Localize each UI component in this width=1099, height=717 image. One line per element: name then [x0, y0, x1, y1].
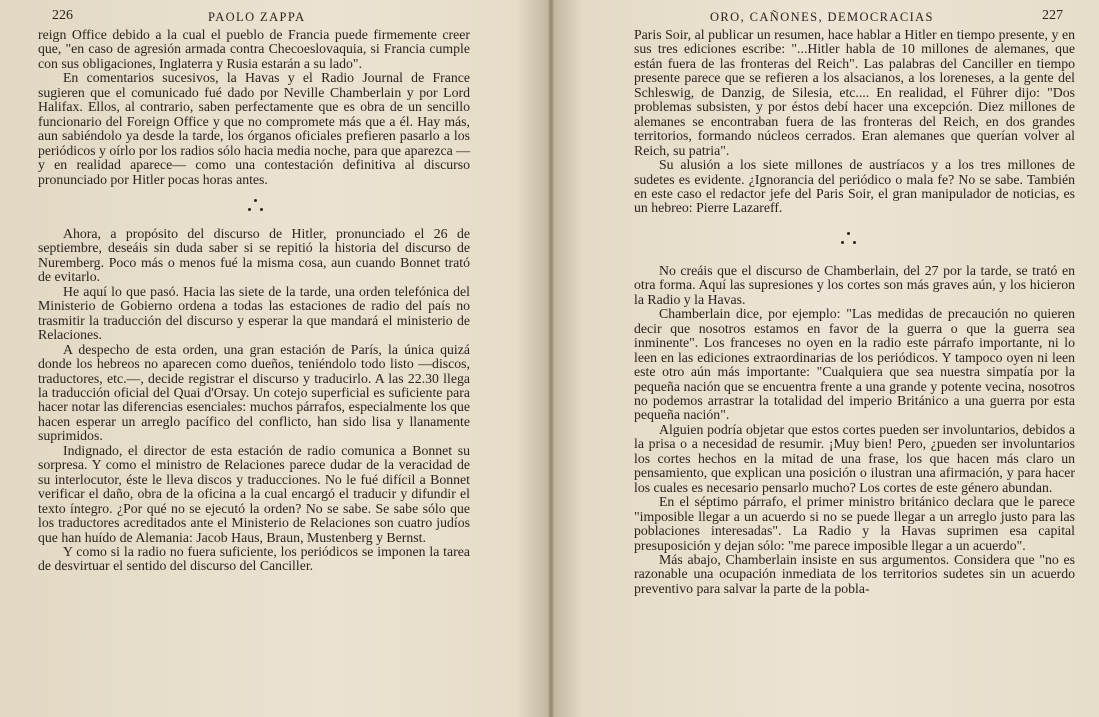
left-page	[0, 0, 548, 717]
right-paragraph: Alguien podría objetar que estos cortes pueden ser involuntarios, debidos a la prisa o a necesidad de resumir. ¡Muy bien! Pero, ¿pueden ser involuntarios los cortes hechos en la mitad de una frase, los que hacen más claro un pensamiento, que explican una posición o ilustran una afirmación, y para hacer los cuales es necesario pensarlo mucho? Los cortes de este género abundan.	[634, 421, 1075, 495]
left-paragraph: En comentarios sucesivos, la Havas y el Radio Journal de France sugieren que el comunicado fué dado por Neville Chamberlain y por Lord Halifax. Ellos, al contrario, saben perfectamente que es obra de un sencillo funcionario del Foreign Office y que no compromete más que a él. Hay más, aun sabiéndolo ya desde la tarde, los órganos oficiales prefieren pasarlo a los periódicos y oírlo por los radios sólo hacia media noche, para que aparezca —y en realidad aparece— como una contestación definitiva al discurso pronunciado por Hitler pocas horas antes.	[38, 70, 470, 187]
separator-dot	[248, 208, 251, 211]
section-separator	[38, 187, 470, 227]
right-page	[554, 0, 1099, 717]
separator-dot	[254, 199, 257, 202]
right-paragraph: Más abajo, Chamberlain insiste en sus argumentos. Considera que "no es razonable una ocupación inmediata de los territorios sudetes sin un acuerdo preventivo para salvar la parte de la pobla-	[634, 551, 1075, 596]
left-paragraph: He aquí lo que pasó. Hacia las siete de la tarde, una orden telefónica del Ministerio de Gobierno ordena a todas las estaciones de radio del país no trasmitir la traducción del discurso y esperar la que mandará el ministerio de Relaciones.	[38, 283, 470, 343]
right-paragraph: No creáis que el discurso de Chamberlain, del 27 por la tarde, se trató en otra forma. Aquí las supresiones y los cortes son más graves aún, y los hicieron la Radio y la Havas.	[634, 262, 1075, 307]
left-page-number: 226	[52, 8, 73, 23]
left-paragraph: A despecho de esta orden, una gran estación de París, la única quizá donde los hebreos no aparecen como dueños, teniéndolo todo listo —discos, traductores, etc.—, decide registrar el discurso y traducirlo. A las 22.30 llega la traducción oficial del Quai d'Orsay. Un cotejo superficial es suficiente para hacer notar las diferencias esenciales: muchos párrafos, especialmente los que hacen esperar un arreglo pacífico del conflicto, han sido lisa y llanamente suprimidos.	[38, 341, 470, 444]
left-paragraph: Y como si la radio no fuera suficiente, los periódicos se imponen la tarea de desvirtuar el sentido del discurso del Canciller.	[38, 543, 470, 574]
right-page-header	[634, 6, 1075, 28]
section-separator	[634, 216, 1075, 264]
separator-dot	[853, 241, 856, 244]
left-paragraph: Ahora, a propósito del discurso de Hitler, pronunciado el 26 de septiembre, deseáis sin duda saber si se repitió la historia del discurso de Nuremberg. Poco más o menos fué la misma cosa, aun cuando Bonnet trató de evitarlo.	[38, 225, 470, 285]
left-running-head: PAOLO ZAPPA	[208, 10, 306, 24]
right-paragraph: Su alusión a los siete millones de austríacos y a los tres millones de sudetes es evidente. ¿Ignorancia del periódico o mala fe? No se sabe. También en este caso el redactor jefe del Paris Soir, el gran manipulador de noticias, es un hebreo: Pierre Lazareff.	[634, 157, 1075, 216]
left-paragraph: Indignado, el director de esta estación de radio comunica a Bonnet su sorpresa. Y como el ministro de Relaciones parece dudar de la veracidad de su interlocutor, éste le lleva discos y traducciones. No le fué difícil a Bonnet verificar el daño, obra de la oficina a la cual encargó el traducir y difundir el texto íntegro. ¿Por qué no se ejecutó la orden? No se sabe. Se sabe sólo que los traductores acreditados ante el Ministerio de Relaciones son cuatro judíos que han huído de Alemania: Jacob Haus, Braun, Mustenberg y Bernst.	[38, 442, 470, 545]
right-page-number: 227	[1042, 8, 1063, 23]
separator-dot	[847, 232, 850, 235]
separator-dot	[260, 208, 263, 211]
left-page-header	[38, 6, 470, 28]
right-paragraph: En el séptimo párrafo, el primer ministro británico declara que le parece "imposible llegar a un acuerdo si no se puede llegar a un arreglo justo para las poblaciones interesadas". La Radio y la Havas suprimen esa capital presuposición y dejan sólo: "me parece imposible llegar a un acuerdo".	[634, 494, 1075, 553]
right-paragraph: Chamberlain dice, por ejemplo: "Las medidas de precaución no quieren decir que nosotros estamos en favor de la guerra o que la guerra sea inminente". Los franceses no oyen en la radio este párrafo importante, ni lo leen en las ediciones extraordinarias de los periódicos. Y tampoco oyen ni leen este otro aún más importante: "Cualquiera que sea nuestra simpatía por la pequeña nación que se encuentra frente a una grande y potente vecina, nosotros no podemos arrastrar la totalidad del imperio Británico a una guerra por esta pequeña nación".	[634, 306, 1075, 423]
left-paragraph: reign Office debido a la cual el pueblo de Francia puede firmemente creer que, "en caso de agresión armada contra Checoeslovaquia, si Francia cumple con sus obligaciones, Inglaterra y Rusia estarán a su lado".	[38, 27, 470, 71]
right-paragraph: Paris Soir, al publicar un resumen, hace hablar a Hitler en tiempo presente, y en sus tres ediciones escribe: "...Hitler habla de 10 millones de alemanes, que están fuera de las fronteras del Reich". Las palabras del Canciller en tiempo presente parece que se refieren a los alsacianos, a los loreneses, a la gente del Schleswig, de Danzig, de Silesia, etc.... En realidad, el Führer dijo: "Dos problemas subsisten, y por éstos debí hacer una excepción. Diez millones de alemanes se encontraban fuera de las fronteras del Reich, en dos grandes territorios, formando núcleos cerrados. Eran alemanes que querían volver al Reich, su patria".	[634, 27, 1075, 158]
right-running-head: ORO, CAÑONES, DEMOCRACIAS	[710, 10, 934, 24]
separator-dot	[841, 241, 844, 244]
